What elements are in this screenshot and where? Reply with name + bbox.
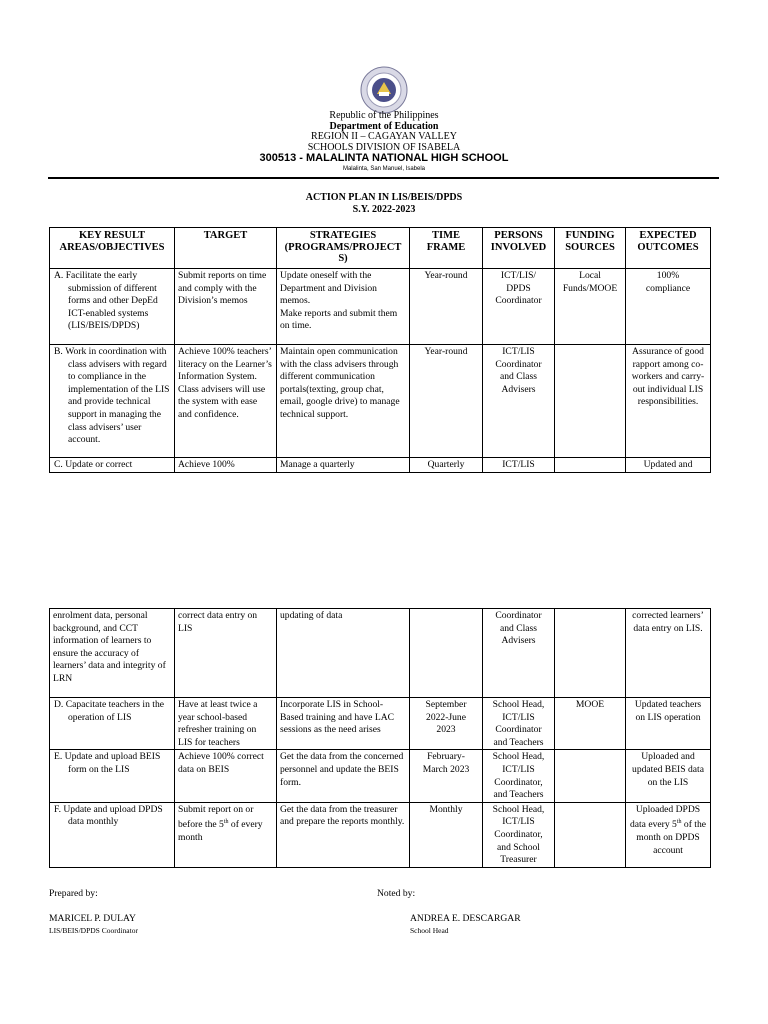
department-text: Department of Education [329,121,439,132]
cell-outcomes: Uploaded DPDS data every 5th of the month on DPDS account [626,802,711,867]
prepared-by-name: MARICEL P. DULAY [49,913,136,924]
cell-time: Quarterly [410,458,483,473]
cell-time: February- March 2023 [410,750,483,802]
cell-time [410,609,483,698]
cell-target: correct data entry on LIS [175,609,277,698]
cell-kra: E. Update and upload BEIS form on the LIS [50,750,175,802]
cell-strategies: updating of data [277,609,410,698]
cell-funding [555,750,626,802]
cell-kra: A. Facilitate the early submission of different forms and other DepEd ICT-enabled systems (LIS/BEIS/DPDS) [50,269,175,345]
cell-outcomes: Assurance of good rapport among co-workers and carry-out individual LIS responsibilities. [626,345,711,458]
cell-kra: B. Work in coordination with class advisers with regard to compliance in the implementation of the LIS and provide technical support in managing the class advisers’ user account. [50,345,175,458]
school-year: S.Y. 2022-2023 [352,204,416,215]
cell-kra: C. Update or correct [50,458,175,473]
cell-outcomes: 100% compliance [626,269,711,345]
cell-target: Submit report on or before the 5th of every month [175,802,277,867]
school-address: Malalinta, San Manuel, Isabela [342,166,426,172]
cell-persons: School Head, ICT/LIS Coordinator, and Teachers [483,750,555,802]
cell-strategies: Update oneself with the Department and Division memos. Make reports and submit them on time. [277,269,410,345]
cell-persons: ICT/LIS/ DPDS Coordinator [483,269,555,345]
cell-target: Have at least twice a year school-based refresher training on LIS for teachers [175,698,277,750]
noted-by-label: Noted by: [377,888,416,899]
noted-by-role: School Head [410,926,449,935]
cell-persons: School Head, ICT/LIS Coordinator, and School Treasurer [483,802,555,867]
column-header: FUNDING SOURCES [555,228,626,269]
cell-kra: enrolment data, personal background, and CCT information of learners to ensure the accuracy of learners’ data and integrity of LRN [50,609,175,698]
column-header: PERSONS INVOLVED [483,228,555,269]
column-header: EXPECTED OUTCOMES [626,228,711,269]
cell-funding [555,609,626,698]
cell-target: Achieve 100% correct data on BEIS [175,750,277,802]
cell-strategies: Maintain open communication with the class advisers through different communication portals(texting, group chat, email, google drive) to manage technical support. [277,345,410,458]
cell-kra: D. Capacitate teachers in the operation of LIS [50,698,175,750]
action-plan-table-page-2 [49,608,711,868]
cell-time: Year-round [410,345,483,458]
cell-target: Submit reports on time and comply with the Division’s memos [175,269,277,345]
republic-text: Republic of the Philippines [329,110,439,121]
table-row [50,458,711,473]
noted-by-name: ANDREA E. DESCARGAR [410,913,521,924]
cell-kra: F. Update and upload DPDS data monthly [50,802,175,867]
plan-title: ACTION PLAN IN LIS/BEIS/DPDS [305,192,463,203]
header-divider [48,177,719,179]
cell-target: Achieve 100% teachers’ literacy on the Learner’s Information System. Class advisers will use the system with ease and confidence. [175,345,277,458]
prepared-by-label: Prepared by: [49,888,98,899]
cell-strategies: Get the data from the concerned personnel and update the BEIS form. [277,750,410,802]
cell-strategies: Incorporate LIS in School-Based training and have LAC sessions as the need arises [277,698,410,750]
column-header: KEY RESULT AREAS/OBJECTIVES [50,228,175,269]
cell-outcomes: Updated and [626,458,711,473]
cell-persons: ICT/LIS Coordinator and Class Advisers [483,345,555,458]
cell-funding: MOOE [555,698,626,750]
region-text: REGION II – CAGAYAN VALLEY [311,131,457,142]
cell-outcomes: Uploaded and updated BEIS data on the LIS [626,750,711,802]
column-header: TIME FRAME [410,228,483,269]
cell-outcomes: Updated teachers on LIS operation [626,698,711,750]
table-row [50,269,711,345]
prepared-by-role: LIS/BEIS/DPDS Coordinator [49,926,138,935]
division-text: SCHOOLS DIVISION OF ISABELA [307,142,461,153]
table-row [50,750,711,802]
table-row [50,802,711,867]
cell-target: Achieve 100% [175,458,277,473]
cell-strategies: Manage a quarterly [277,458,410,473]
cell-funding [555,458,626,473]
column-header: TARGET [175,228,277,269]
cell-time: September 2022-June 2023 [410,698,483,750]
column-header: STRATEGIES (PROGRAMS/PROJECT S) [277,228,410,269]
action-plan-table-page-1 [49,227,711,473]
school-name: 300513 - MALALINTA NATIONAL HIGH SCHOOL [259,152,509,164]
table-row [50,345,711,458]
cell-funding [555,345,626,458]
cell-funding [555,802,626,867]
cell-time: Year-round [410,269,483,345]
table-row [50,698,711,750]
table-row [50,609,711,698]
cell-persons: Coordinator and Class Advisers [483,609,555,698]
cell-strategies: Get the data from the treasurer and prepare the reports monthly. [277,802,410,867]
cell-time: Monthly [410,802,483,867]
table-header-row [50,228,711,269]
cell-persons: School Head, ICT/LIS Coordinator and Teachers [483,698,555,750]
cell-outcomes: corrected learners’ data entry on LIS. [626,609,711,698]
cell-persons: ICT/LIS [483,458,555,473]
deped-seal-logo [360,66,408,114]
cell-funding: Local Funds/MOOE [555,269,626,345]
